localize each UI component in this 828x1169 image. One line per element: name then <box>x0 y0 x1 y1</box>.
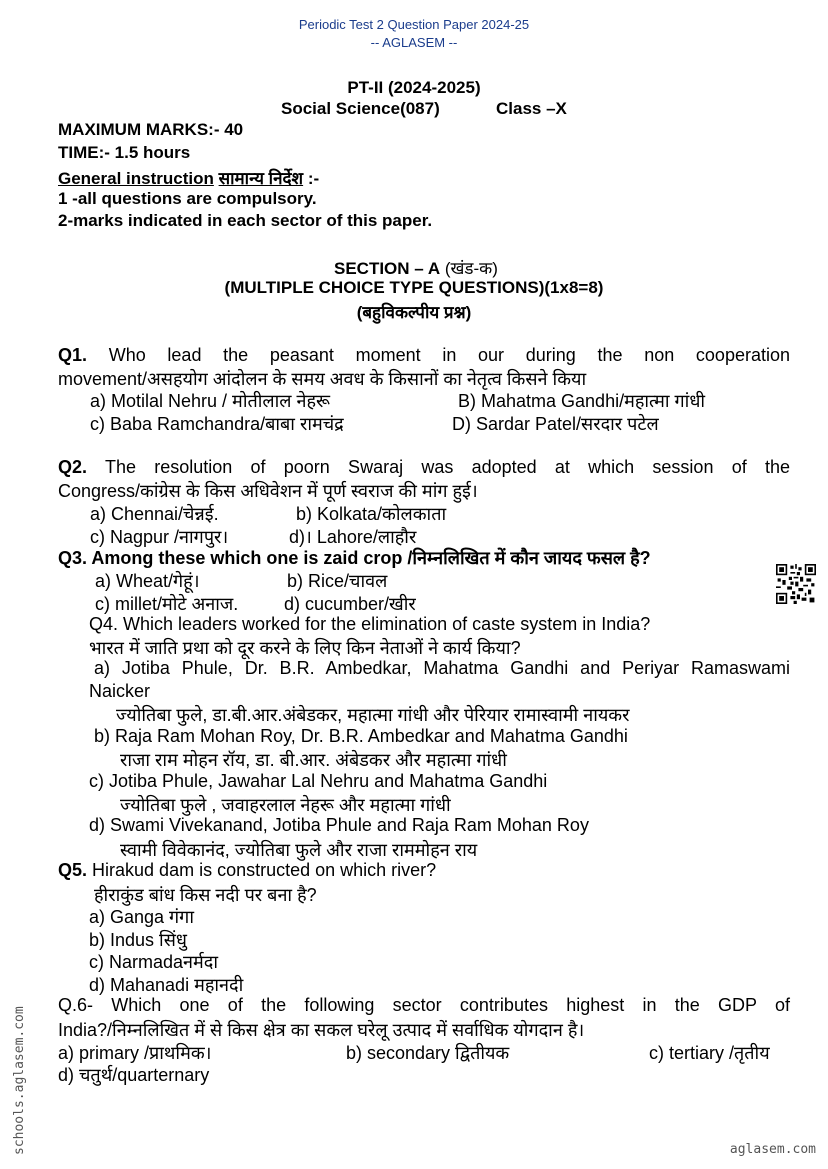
q4-option-d: d) Swami Vivekanand, Jotiba Phule and Raja Ram Mohan Roy <box>89 815 589 835</box>
qr-code-icon <box>776 564 816 604</box>
watermark-brand: -- AGLASEM -- <box>370 35 458 50</box>
q1-option-a: a) Motilal Nehru / मोतीलाल नेहरू <box>90 391 331 411</box>
class-label: Class –X <box>496 99 567 118</box>
q1-option-c: c) Baba Ramchandra/बाबा रामचंद्र <box>90 414 344 434</box>
test-title: PT-II (2024-2025) <box>347 78 481 97</box>
section-title-hi: (खंड-क) <box>440 259 498 278</box>
q5-line2: हीराकुंड बांध किस नदी पर बना है? <box>94 885 317 905</box>
max-marks: MAXIMUM MARKS:- 40 <box>58 120 244 139</box>
instruction-1: 1 -all questions are compulsory. <box>58 189 317 208</box>
q2-line2: Congress/कांग्रेस के किस अधिवेशन में पूर्ण स्वराज की मांग हुई। <box>58 481 478 501</box>
gi-label: General instruction <box>58 169 214 188</box>
q4-option-c-hindi: ज्योतिबा फुले , जवाहरलाल नेहरू और महात्मा गांधी <box>120 795 451 815</box>
q4-option-a-line2: Naicker <box>89 681 151 701</box>
q1-line2: movement/असहयोग आंदोलन के समय अवध के किसानों का नेतृत्व किसने किया <box>58 369 587 389</box>
side-watermark-url: schools.aglasem.com <box>12 1006 27 1155</box>
q6-option-b: b) secondary द्वितीयक <box>346 1043 510 1063</box>
general-instruction <box>58 166 319 189</box>
q1-number: Q1. <box>58 345 88 365</box>
footer-watermark-url: aglasem.com <box>729 1142 816 1157</box>
q2-text: The resolution of poorn Swaraj was adopted at which session of the <box>104 457 790 477</box>
q3-question: Q3. Among these which one is zaid crop /निम्नलिखित में कौन जायद फसल है? <box>58 548 651 568</box>
instruction-2: 2-marks indicated in each sector of this paper. <box>58 211 433 230</box>
q4-option-b: b) Raja Ram Mohan Roy, Dr. B.R. Ambedkar and Mahatma Gandhi <box>94 726 628 746</box>
watermark-title: Periodic Test 2 Question Paper 2024-25 <box>298 17 530 32</box>
q6-option-d: d) चतुर्थ/quarternary <box>58 1065 210 1085</box>
q2-option-a: a) Chennai/चेन्नई. <box>90 504 219 524</box>
subject: Social Science(087) <box>281 99 440 118</box>
q2-number: Q2. <box>58 457 88 477</box>
q6-option-c: c) tertiary /तृतीय <box>649 1043 770 1063</box>
q4-line1: Q4. Which leaders worked for the elimination of caste system in India? <box>89 614 651 634</box>
q5-text: Hirakud dam is constructed on which river? <box>92 860 437 880</box>
section-subtitle-hindi: (बहुविकल्पीय प्रश्न) <box>356 303 472 322</box>
q4-line2: भारत में जाति प्रथा को दूर करने के लिए किन नेताओं ने कार्य किया? <box>89 638 521 658</box>
q5-line1 <box>58 860 436 881</box>
q5-option-b: b) Indus सिंधु <box>89 930 187 950</box>
q5-option-c: c) Narmadaनर्मदा <box>89 952 218 972</box>
q1-text: Who lead the peasant moment in our during the non cooperation <box>108 345 790 365</box>
q5-number: Q5. <box>58 860 88 880</box>
q6-line2: India?/निम्नलिखित में से किस क्षेत्र का सकल घरेलू उत्पाद में सर्वाधिक योगदान है। <box>58 1020 585 1040</box>
q6-line1: Q.6- Which one of the following sector contributes highest in the GDP of <box>58 995 790 1015</box>
q2-option-c: c) Nagpur /नागपुर। <box>90 527 229 547</box>
q1-line1 <box>58 345 790 366</box>
q3-option-b: b) Rice/चावल <box>287 571 388 591</box>
q2-option-b: b) Kolkata/कोलकाता <box>296 504 447 524</box>
q1-option-b: B) Mahatma Gandhi/महात्मा गांधी <box>458 391 706 411</box>
q4-option-d-hindi: स्वामी विवेकानंद, ज्योतिबा फुले और राजा राममोहन राय <box>120 840 478 860</box>
q4-option-b-hindi: राजा राम मोहन रॉय, डा. बी.आर. अंबेडकर और महात्मा गांधी <box>120 750 507 770</box>
q3-option-c: c) millet/मोटे अनाज. <box>95 594 239 614</box>
q3-option-a: a) Wheat/गेहूं। <box>95 571 200 591</box>
q2-line1 <box>58 457 790 478</box>
q2-option-d: d)। Lahore/लाहौर <box>289 527 417 547</box>
q5-option-d: d) Mahanadi महानदी <box>89 975 244 995</box>
section-subtitle: (MULTIPLE CHOICE TYPE QUESTIONS)(1x8=8) <box>224 278 604 297</box>
q5-option-a: a) Ganga गंगा <box>89 907 194 927</box>
q1-option-d: D) Sardar Patel/सरदार पटेल <box>452 414 659 434</box>
q6-option-a: a) primary /प्राथमिक। <box>58 1043 212 1063</box>
q4-option-a-line1: a) Jotiba Phule, Dr. B.R. Ambedkar, Mahatma Gandhi and Periyar Ramaswami <box>94 658 790 678</box>
q4-option-a-hindi: ज्योतिबा फुले, डा.बी.आर.अंबेडकर, महात्मा गांधी और पेरियार रामास्वामी नायकर <box>116 705 630 725</box>
section-title <box>334 256 498 279</box>
section-title-en: SECTION – A <box>334 259 441 278</box>
gi-hindi: सामान्य निर्देश <box>218 169 304 188</box>
q3-option-d: d) cucumber/खीर <box>284 594 416 614</box>
q4-option-c: c) Jotiba Phule, Jawahar Lal Nehru and Mahatma Gandhi <box>89 771 548 791</box>
gi-suffix: :- <box>303 169 320 188</box>
time: TIME:- 1.5 hours <box>58 143 191 162</box>
